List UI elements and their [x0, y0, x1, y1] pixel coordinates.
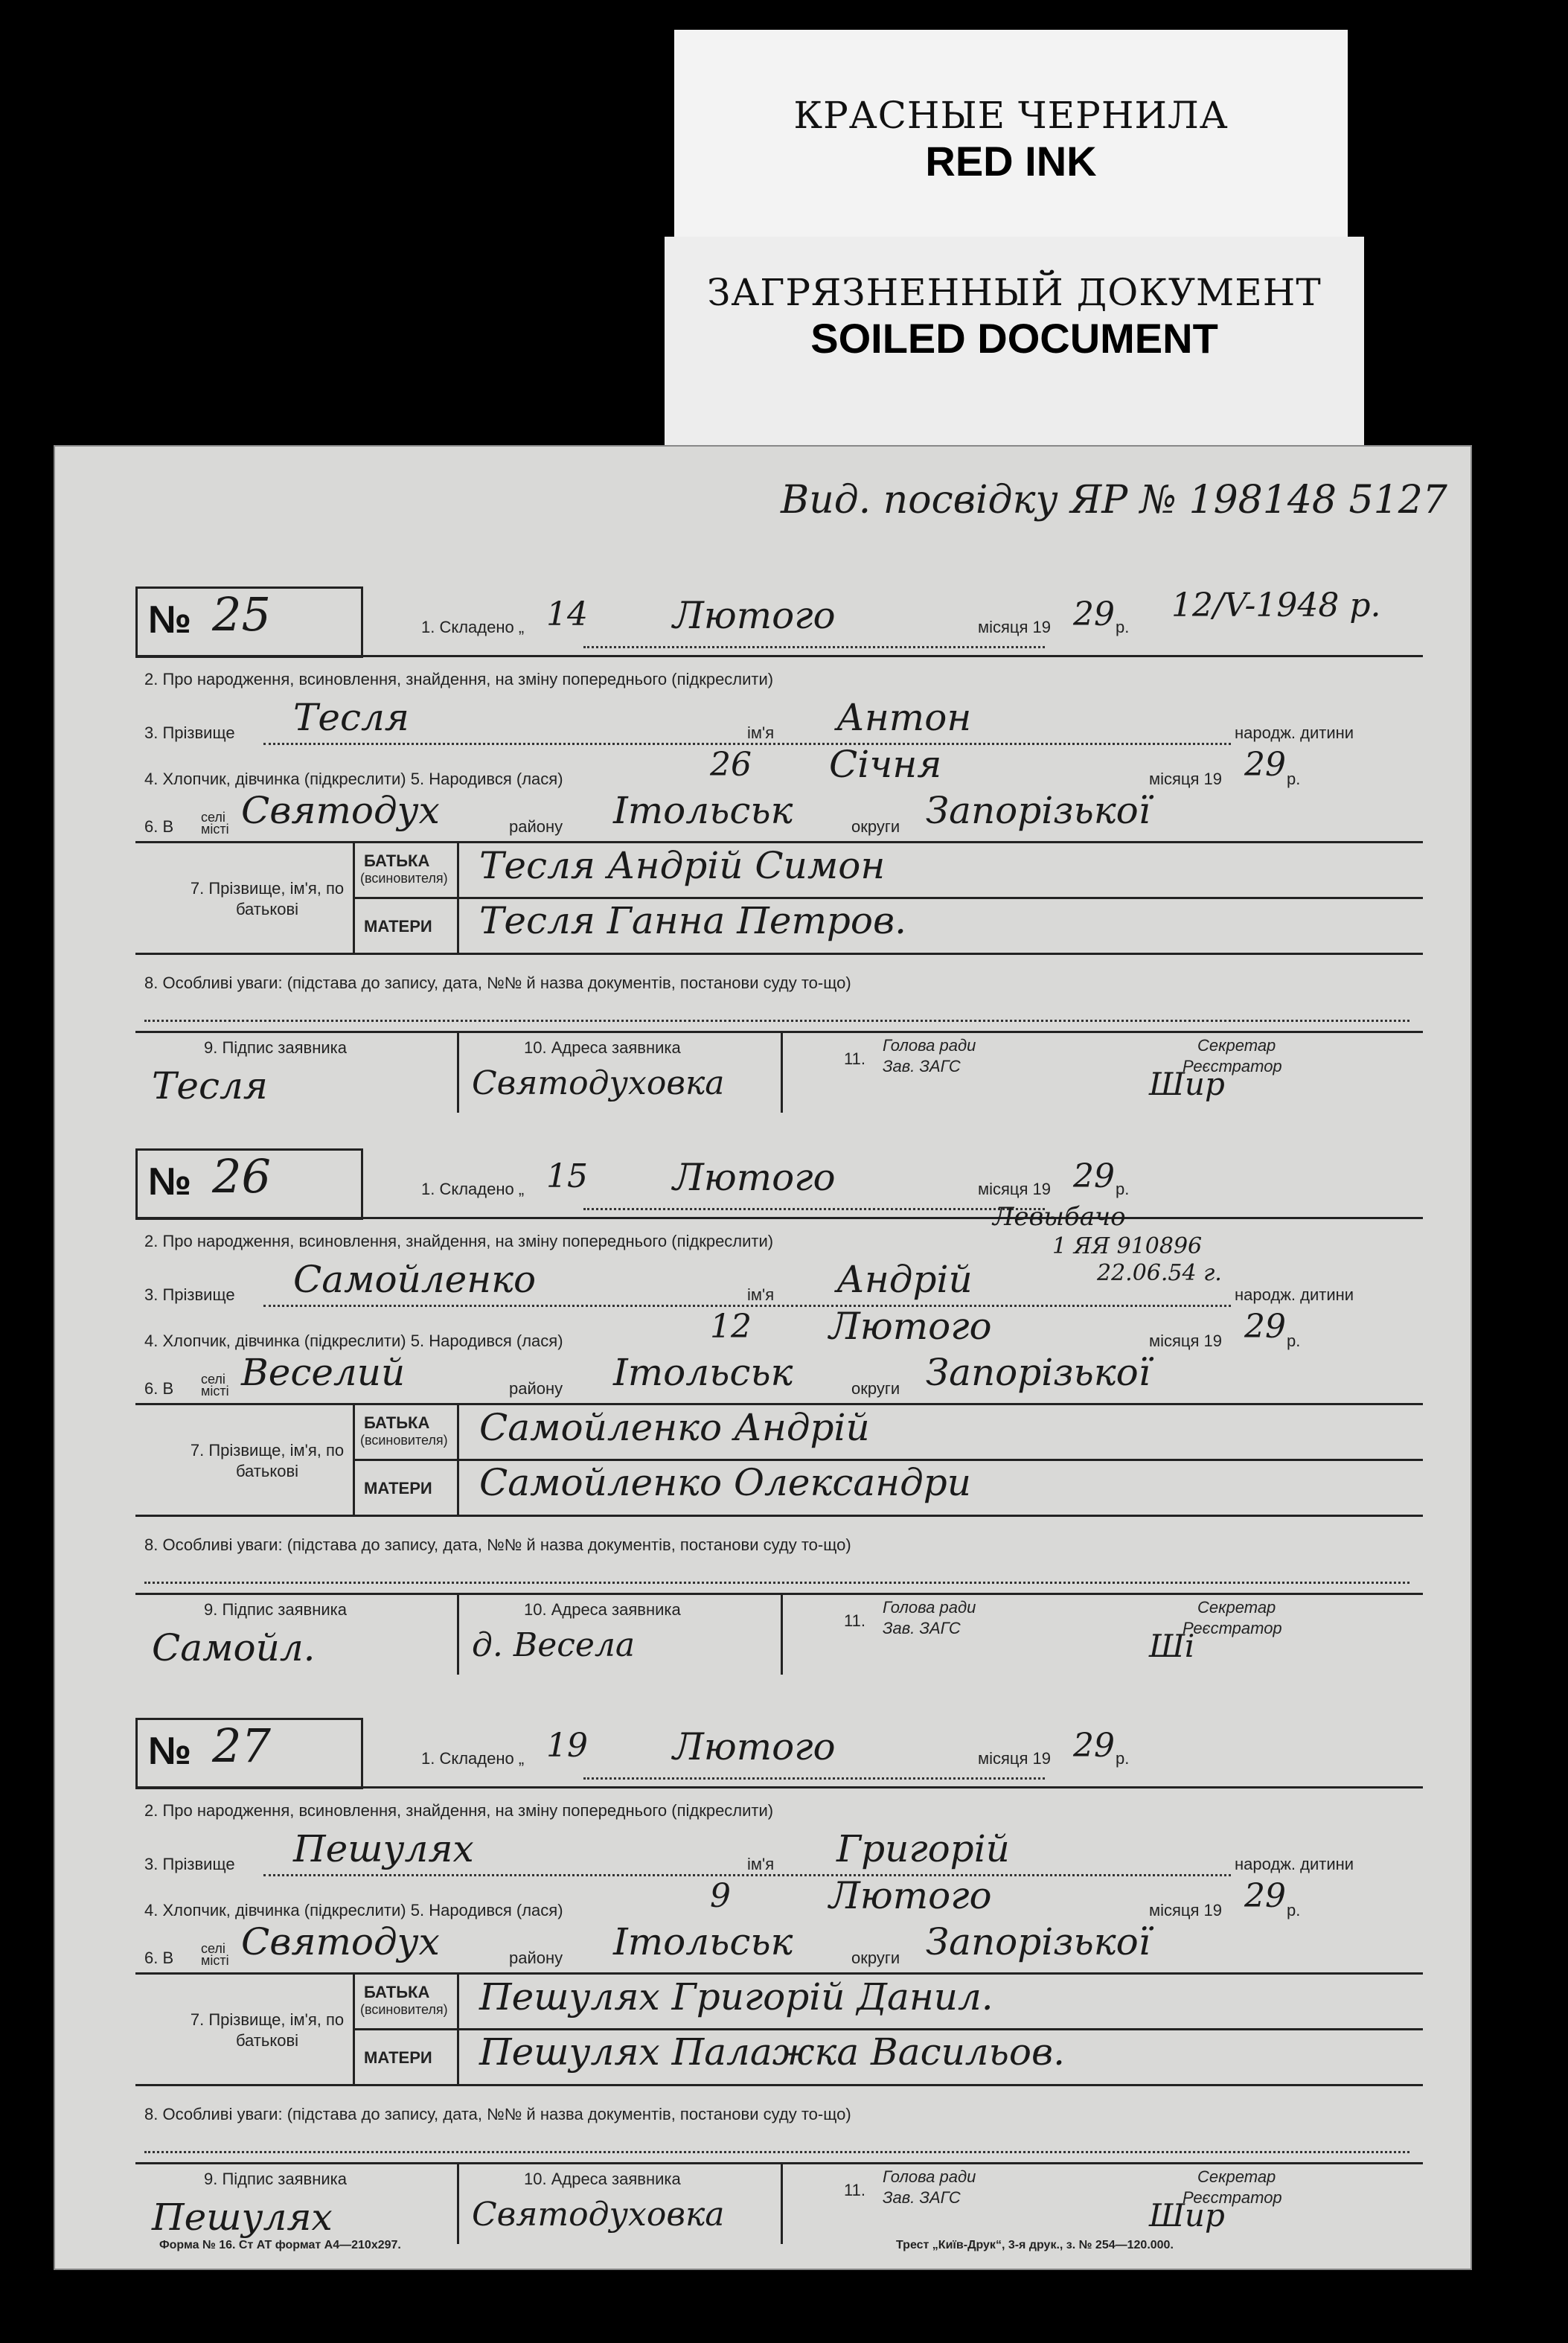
birth-label: народж. дитини: [1235, 723, 1354, 742]
birth-month: Лютого: [829, 1305, 992, 1348]
mother-label: МАТЕРИ: [364, 917, 432, 936]
birth-year-suffix: р.: [1287, 1901, 1301, 1920]
field-3-label: 3. Прізвище: [144, 1285, 235, 1304]
mother-label: МАТЕРИ: [364, 1479, 432, 1497]
field-3-label: 3. Прізвище: [144, 1855, 235, 1873]
birth-label: народж. дитини: [1235, 1855, 1354, 1873]
mother-value: Тесля Ганна Петров.: [479, 899, 906, 942]
divider-vertical: [457, 2162, 459, 2244]
applicant-address: Святодуховка: [472, 2196, 725, 2234]
secretary-label: Секретар: [1197, 1036, 1276, 1055]
form-footer-left: Форма № 16. Ст АТ формат А4—210х297.: [159, 2239, 401, 2251]
field-4-label: 4. Хлопчик, дівчинка (підкреслити) 5. Народився (лася): [144, 770, 563, 788]
field-11-label: 11.: [844, 2181, 865, 2199]
father-label: БАТЬКА: [364, 1413, 430, 1432]
head-of-council-label: Голова ради: [883, 1036, 976, 1055]
birth-day: 12: [710, 1308, 752, 1346]
village-label: селі місті: [201, 810, 229, 837]
applicant-signature-label: 9. Підпис заявника: [204, 2170, 348, 2188]
field-6-label: 6. В: [144, 1949, 174, 1967]
surname-value: Самойленко: [293, 1258, 537, 1301]
year-suffix: р.: [1116, 1180, 1130, 1198]
birth-label: народж. дитини: [1235, 1285, 1354, 1304]
year-suffix: р.: [1116, 618, 1130, 636]
field-2-label: 2. Про народження, всиновлення, знайдення, на зміну попереднього (підкреслити): [144, 670, 774, 688]
birth-year: 29: [1244, 746, 1286, 784]
divider: [135, 1403, 1423, 1405]
number-sign: №: [148, 1730, 191, 1773]
birth-year-suffix: р.: [1287, 1332, 1301, 1350]
field-6-label: 6. В: [144, 1379, 174, 1398]
record-number: 25: [212, 587, 271, 642]
village-label: селі місті: [201, 1372, 229, 1399]
notes-dotline: [144, 1582, 1409, 1584]
composed-label: 1. Складено „: [421, 1749, 525, 1768]
mother-value: Самойленко Олександри: [479, 1461, 971, 1504]
head-of-council-label: Голова ради: [883, 2167, 976, 2186]
composed-year: 29: [1073, 1727, 1115, 1765]
birth-day: 26: [710, 746, 752, 784]
field-7-label: 7. Прізвище, ім'я, по батькові: [190, 879, 345, 918]
composed-month: Лютого: [673, 1725, 836, 1768]
registrar-label: Реєстратор: [1183, 1619, 1282, 1637]
soiled-document-label-card: [665, 237, 1364, 445]
birth-day: 9: [710, 1877, 731, 1915]
field-7-label: 7. Прізвище, ім'я, по батькові: [190, 1441, 345, 1480]
record-number-box: [135, 586, 363, 658]
district-value: Ітольськ: [613, 1351, 793, 1394]
birth-month: Січня: [829, 743, 942, 786]
composed-day: 19: [546, 1727, 588, 1765]
field-8-label: 8. Особливі уваги: (підстава до запису, дата, №№ й назва документів, постанови суду то-що): [144, 974, 851, 992]
field-8-label: 8. Особливі уваги: (підстава до запису, дата, №№ й назва документів, постанови суду то-що): [144, 1535, 851, 1554]
soiled-en: SOILED DOCUMENT: [810, 315, 1218, 362]
composed-month: Лютого: [673, 1156, 836, 1199]
zags-head-label: Зав. ЗАГС: [883, 2188, 961, 2207]
record-number: 27: [212, 1719, 271, 1773]
month-label: місяця 19: [978, 618, 1052, 636]
okrug-label: округи: [851, 1379, 900, 1398]
divider: [135, 1031, 1423, 1033]
birth-year: 29: [1244, 1308, 1286, 1346]
composed-month: Лютого: [673, 594, 836, 637]
father-sublabel: (всиновителя): [360, 1433, 448, 1448]
birth-month-label: місяця 19: [1149, 1332, 1223, 1350]
number-sign: №: [148, 598, 191, 642]
composed-day: 15: [546, 1157, 588, 1195]
month-label: місяця 19: [978, 1749, 1052, 1768]
red-ink-ru: КРАСНЫЕ ЧЕРНИЛА: [793, 94, 1229, 137]
composed-label: 1. Складено „: [421, 618, 525, 636]
father-sublabel: (всиновителя): [360, 871, 448, 886]
divider: [135, 2084, 1423, 2086]
month-label: місяця 19: [978, 1180, 1052, 1198]
registrar-signature: Шир: [1149, 2197, 1225, 2234]
divider: [135, 2162, 1423, 2164]
top-handwritten-note: Вид. посвідку ЯР № 198148 5127: [781, 478, 1447, 522]
field-3-label: 3. Прізвище: [144, 723, 235, 742]
field-2-label: 2. Про народження, всиновлення, знайдення, на зміну попереднього (підкреслити): [144, 1232, 774, 1250]
form-footer-right: Трест „Київ-Друк“, 3-я друк., з. № 254—120.000.: [896, 2239, 1174, 2251]
okrug-value: Запорізької: [926, 789, 1151, 832]
village-value: Святодух: [241, 1920, 440, 1963]
birth-month-label: місяця 19: [1149, 770, 1223, 788]
divider-vertical: [781, 2162, 783, 2244]
surname-value: Пешулях: [293, 1827, 474, 1870]
applicant-signature-label: 9. Підпис заявника: [204, 1038, 348, 1057]
village-value: Святодух: [241, 789, 440, 832]
secretary-label: Секретар: [1197, 2167, 1276, 2186]
applicant-signature: Пешулях: [152, 2196, 333, 2239]
registrar-label: Реєстратор: [1183, 1057, 1282, 1075]
divider: [135, 953, 1423, 955]
surname-value: Тесля: [293, 696, 409, 739]
surname-dotline: [263, 1874, 1231, 1876]
applicant-signature-label: 9. Підпис заявника: [204, 1600, 348, 1619]
field-6-label: 6. В: [144, 817, 174, 836]
composed-dotline: [583, 1777, 1045, 1780]
number-sign: №: [148, 1160, 191, 1204]
okrug-value: Запорізької: [926, 1351, 1151, 1394]
district-value: Ітольськ: [613, 1920, 793, 1963]
name-label: ім'я: [747, 1855, 775, 1873]
district-label: району: [509, 1949, 563, 1967]
applicant-address-label: 10. Адреса заявника: [524, 1038, 681, 1057]
record-number: 26: [212, 1149, 271, 1204]
birth-month-label: місяця 19: [1149, 1901, 1223, 1920]
registrar-signature: Шир: [1149, 1066, 1225, 1102]
margin-date: 12/V-1948 р.: [1171, 586, 1381, 624]
divider: [135, 1593, 1423, 1595]
notes-dotline: [144, 2151, 1409, 2153]
applicant-address: Святодуховка: [472, 1064, 725, 1102]
district-value: Ітольськ: [613, 789, 793, 832]
divider: [135, 1786, 1423, 1789]
district-label: району: [509, 1379, 563, 1398]
soiled-ru: ЗАГРЯЗНЕННЫЙ ДОКУМЕНТ: [707, 271, 1322, 314]
birth-year: 29: [1244, 1877, 1286, 1915]
field-7-label: 7. Прізвище, ім'я, по батькові: [190, 2010, 345, 2050]
birth-record-25: [55, 506, 1471, 1107]
birth-register-page: [54, 445, 1472, 2270]
first-name-value: Антон: [836, 696, 972, 739]
okrug-label: округи: [851, 817, 900, 836]
divider: [135, 655, 1423, 657]
red-ink-en: RED INK: [925, 138, 1097, 185]
first-name-value: Григорій: [836, 1827, 1010, 1870]
father-label: БАТЬКА: [364, 1983, 430, 2001]
divider: [135, 841, 1423, 843]
divider: [135, 1972, 1423, 1975]
field-11-label: 11.: [844, 1611, 865, 1630]
registrar-label: Реєстратор: [1183, 2188, 1282, 2207]
red-ink-label-card: [674, 30, 1348, 253]
record-number-box: [135, 1148, 363, 1220]
village-value: Веселий: [241, 1351, 406, 1394]
surname-dotline: [263, 743, 1231, 745]
birth-year-suffix: р.: [1287, 770, 1301, 788]
head-of-council-label: Голова ради: [883, 1598, 976, 1617]
field-11-label: 11.: [844, 1049, 865, 1068]
zags-head-label: Зав. ЗАГС: [883, 1057, 961, 1075]
field-4-label: 4. Хлопчик, дівчинка (підкреслити) 5. Народився (лася): [144, 1901, 563, 1920]
zags-head-label: Зав. ЗАГС: [883, 1619, 961, 1637]
record-number-box: [135, 1718, 363, 1789]
name-label: ім'я: [747, 723, 775, 742]
margin-note-series: 1 ЯЯ 910896: [1052, 1233, 1203, 1259]
applicant-address-label: 10. Адреса заявника: [524, 1600, 681, 1619]
mother-label: МАТЕРИ: [364, 2048, 432, 2067]
margin-note-name: Левыбачо: [993, 1202, 1126, 1232]
year-suffix: р.: [1116, 1749, 1130, 1768]
mother-value: Пешулях Палажка Васильов.: [479, 2030, 1065, 2074]
father-sublabel: (всиновителя): [360, 2002, 448, 2017]
divider: [135, 1217, 1423, 1219]
field-4-label: 4. Хлопчик, дівчинка (підкреслити) 5. Народився (лася): [144, 1332, 563, 1350]
village-label: селі місті: [201, 1941, 229, 1968]
okrug-label: округи: [851, 1949, 900, 1967]
composed-day: 14: [546, 595, 588, 633]
field-2-label: 2. Про народження, всиновлення, знайдення, на зміну попереднього (підкреслити): [144, 1801, 774, 1820]
composed-year: 29: [1073, 595, 1115, 633]
applicant-signature: Самойл.: [152, 1626, 316, 1669]
father-value: Тесля Андрій Симон: [479, 844, 886, 887]
district-label: району: [509, 817, 563, 836]
secretary-label: Секретар: [1197, 1598, 1276, 1617]
notes-dotline: [144, 1020, 1409, 1022]
applicant-address-label: 10. Адреса заявника: [524, 2170, 681, 2188]
father-value: Самойленко Андрій: [479, 1406, 870, 1449]
composed-dotline: [583, 646, 1045, 648]
applicant-signature: Тесля: [152, 1064, 268, 1107]
divider: [135, 1515, 1423, 1517]
margin-note-date: 22.06.54 г.: [1097, 1260, 1222, 1286]
composed-dotline: [583, 1208, 1045, 1210]
field-8-label: 8. Особливі уваги: (підстава до запису, дата, №№ й назва документів, постанови суду то-що): [144, 2105, 851, 2123]
composed-label: 1. Складено „: [421, 1180, 525, 1198]
applicant-address: д. Весела: [472, 1626, 636, 1664]
father-label: БАТЬКА: [364, 851, 430, 870]
first-name-value: Андрій: [836, 1258, 973, 1301]
birth-record-27: [55, 1637, 1471, 2239]
name-label: ім'я: [747, 1285, 775, 1304]
okrug-value: Запорізької: [926, 1920, 1151, 1963]
birth-month: Лютого: [829, 1874, 992, 1917]
registrar-signature: Ші: [1149, 1628, 1195, 1664]
father-value: Пешулях Григорій Данил.: [479, 1975, 993, 2018]
composed-year: 29: [1073, 1157, 1115, 1195]
birth-record-26: [55, 1068, 1471, 1669]
surname-dotline: [263, 1305, 1231, 1307]
